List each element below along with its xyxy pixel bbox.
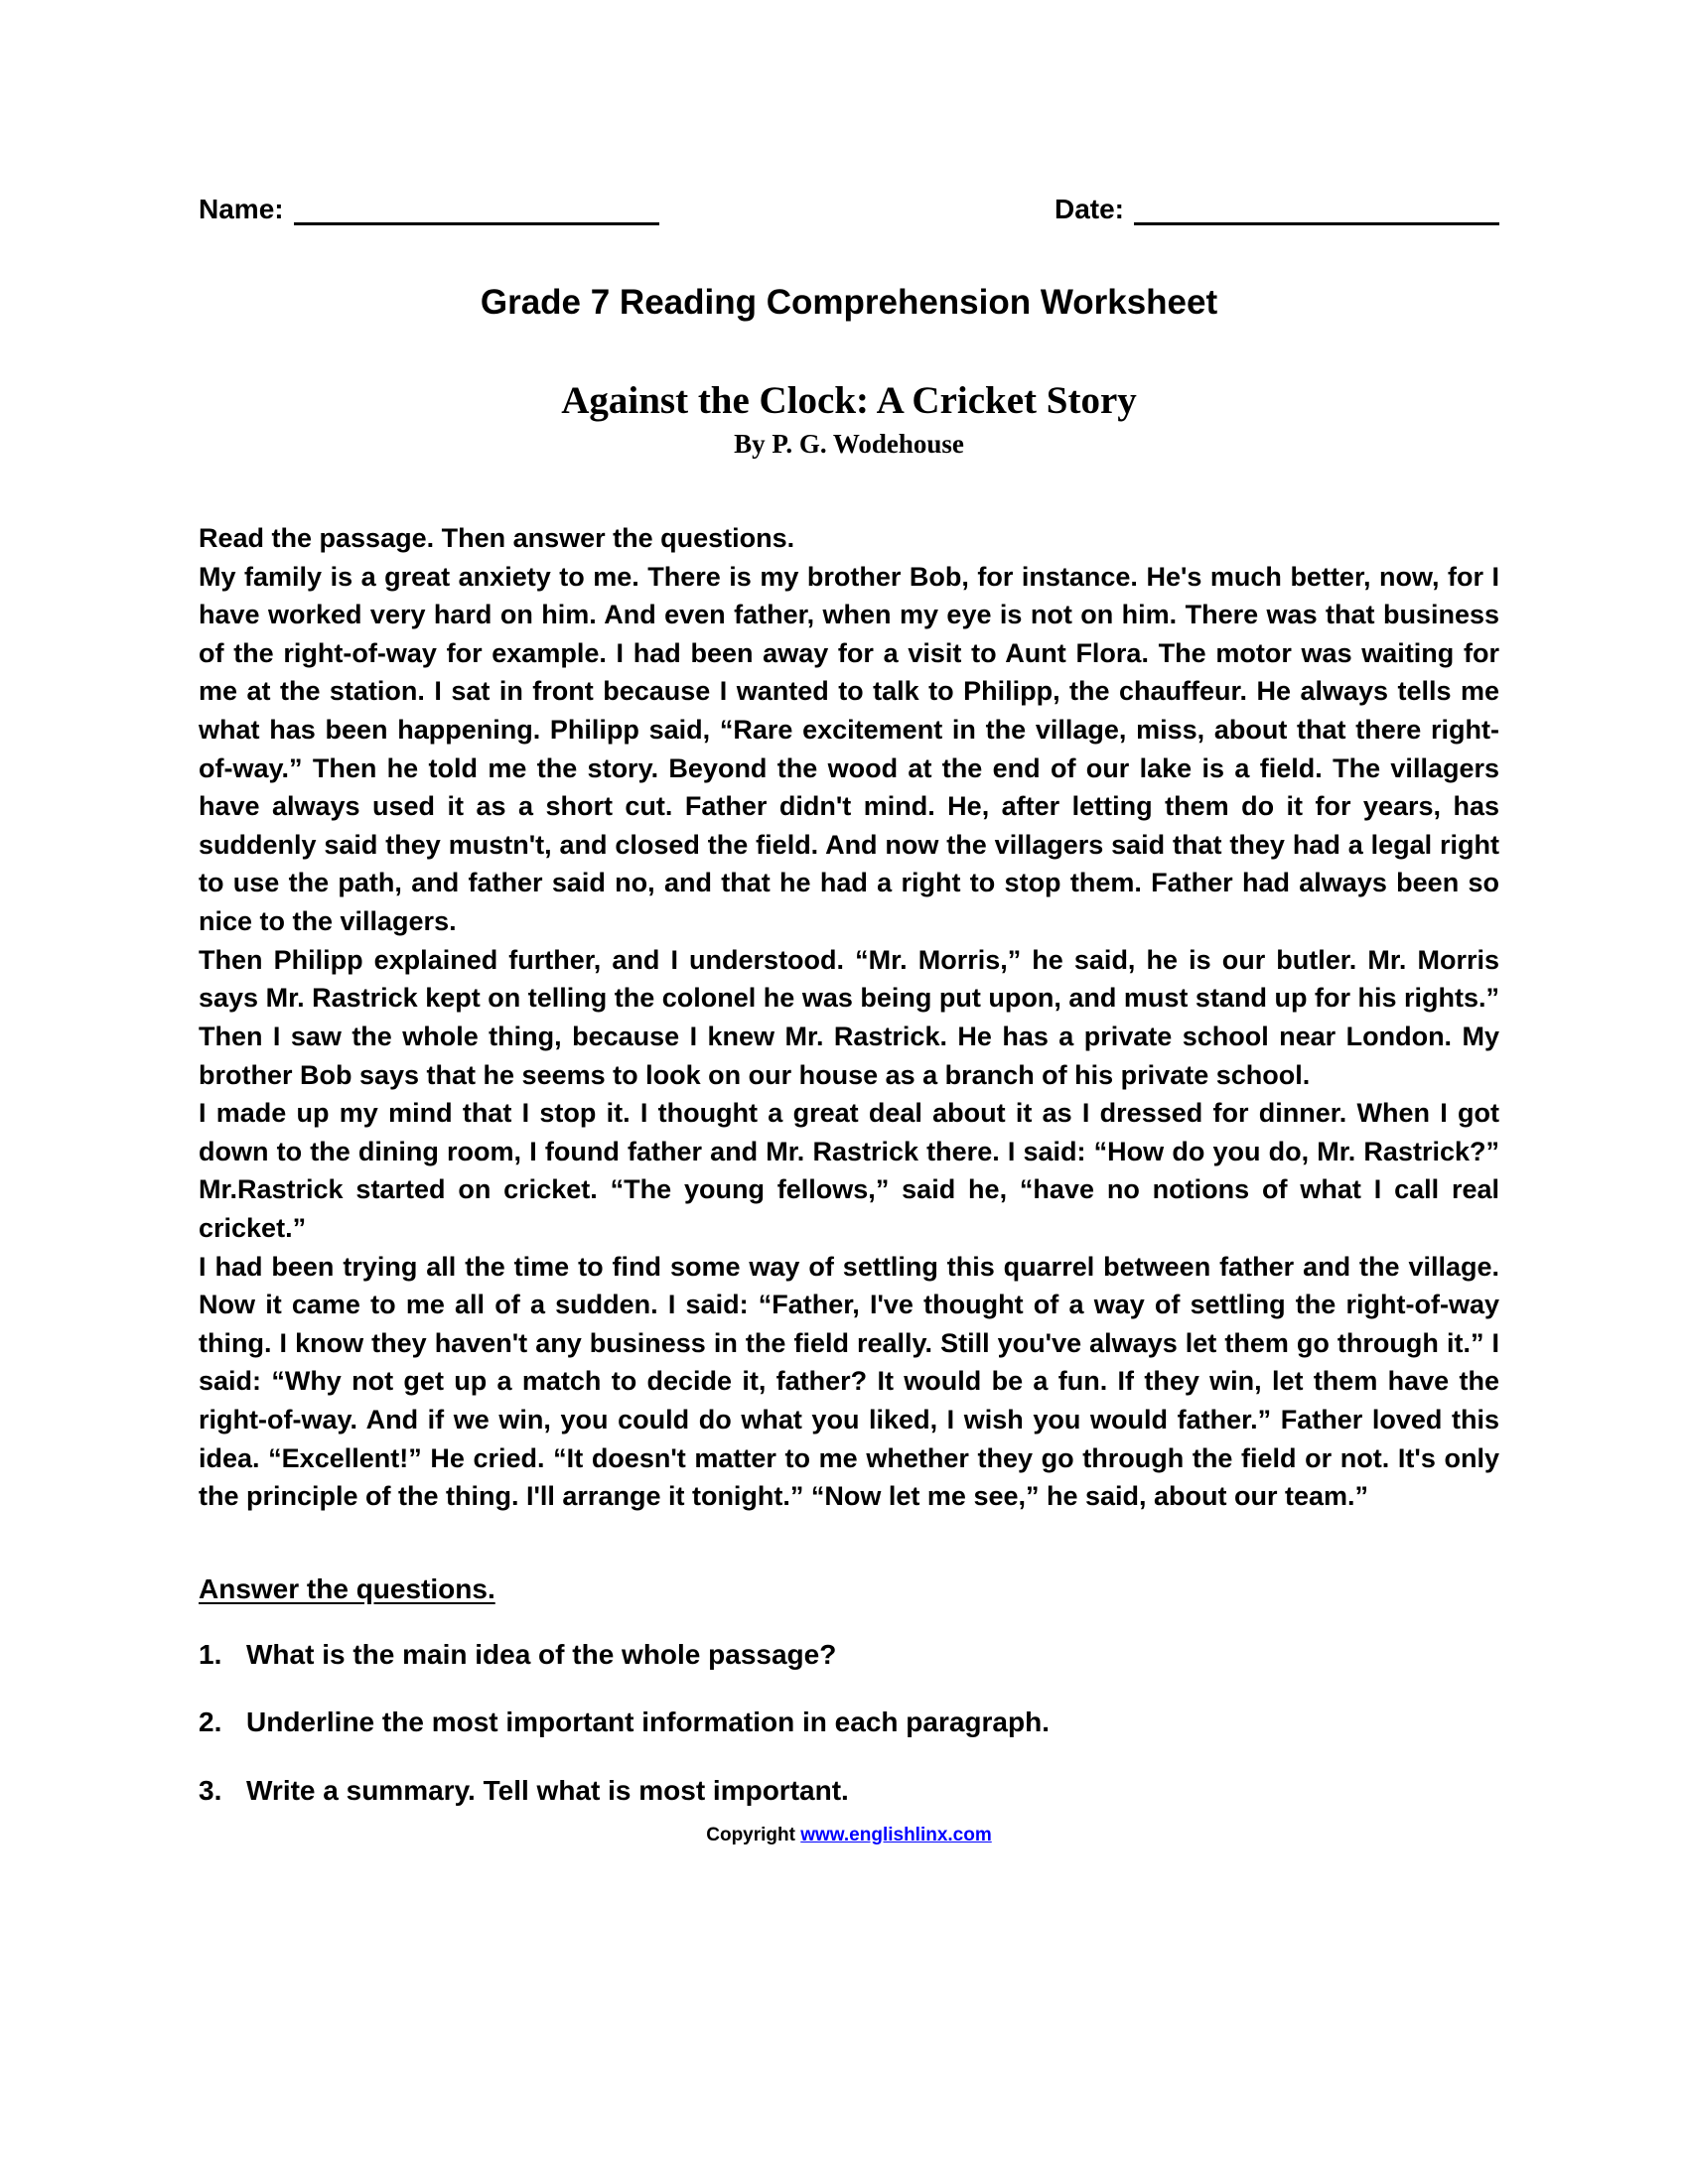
questions-list [199, 1637, 1499, 1809]
passage-paragraph-3: I made up my mind that I stop it. I thought a great deal about it as I dressed for dinner. When I got down to the dining room, I found father and Mr. Rastrick there. I said: “How do you do, Mr. Rastrick?” Mr.Rastrick started on cricket. “The young fellows,” said he, “have no notions of what I call real cricket.” [199, 1098, 1499, 1243]
passage-paragraph-2: Then Philipp explained further, and I understood. “Mr. Morris,” he said, he is our butler. Mr. Morris says Mr. Rastrick kept on telling the colonel he was being put upon, and must stand up for his rights.” Then I saw the whole thing, because I knew Mr. Rastrick. He has a private school near London. My brother Bob says that he seems to look on our house as a branch of his private school. [199, 944, 1499, 1090]
name-blank-line [294, 197, 659, 225]
englishlinx-link[interactable]: www.englishlinx.com [800, 1825, 992, 1846]
question-text: Write a summary. Tell what is most important. [246, 1774, 849, 1806]
questions-heading: Answer the questions. [199, 1572, 495, 1604]
header-row [199, 194, 1499, 225]
copyright-label: Copyright [706, 1825, 801, 1846]
footer [199, 1825, 1499, 1846]
story-author: By P. G. Wodehouse [734, 429, 964, 459]
question-text: Underline the most important information in each paragraph. [246, 1706, 1050, 1738]
date-blank-line [1134, 197, 1499, 225]
question-text: What is the main idea of the whole passage? [246, 1638, 837, 1670]
passage-paragraph-4: I had been trying all the time to find some way of settling this quarrel between father and the village. Now it came to me all of a sudden. I said: “Father, I've thought of a way of settling the right-of-way thing. I know they haven't any business in the field really. Still you've always let them go through it.” I said: “Why not get up a match to decide it, father? It would be a fun. If they win, let them have the right-of-way. And if we win, you could do what you liked, I wish you would father.” Father loved this idea. “Excellent!” He cried. “It doesn't matter to me whether they go through the field or not. It's only the principle of the thing. I'll arrange it tonight.” “Now let me see,” he said, about our team.” [199, 1251, 1499, 1512]
question-item-1 [199, 1637, 1499, 1673]
date-label: Date: [1054, 194, 1124, 224]
passage-paragraph-1: My family is a great anxiety to me. There is my brother Bob, for instance. He's much better, now, for I have worked very hard on him. And even father, when my eye is not on him. There was that business of the right-of-way for example. I had been away for a visit to Aunt Flora. The motor was waiting for me at the station. I sat in front because I wanted to talk to Philipp, the chauffeur. He always tells me what has been happening. Philipp said, “Rare excitement in the village, miss, about that there right-of-way.” Then he told me the story. Beyond the wood at the end of our lake is a field. The villagers have always used it as a short cut. Father didn't mind. He, after letting them do it for years, has suddenly said they mustn't, and closed the field. And now the villagers said that they had a legal right to use the path, and father said no, and that he had a right to stop them. Father had always been so nice to the villagers. [199, 561, 1499, 937]
question-item-3 [199, 1773, 1499, 1809]
question-number: 2. [199, 1706, 222, 1738]
name-field-group [199, 194, 659, 225]
question-item-2 [199, 1705, 1499, 1740]
worksheet-title: Grade 7 Reading Comprehension Worksheet [480, 283, 1218, 322]
question-number: 3. [199, 1774, 222, 1806]
story-title: Against the Clock: A Cricket Story [561, 379, 1137, 422]
question-number: 1. [199, 1638, 222, 1670]
passage-instructions: Read the passage. Then answer the questions. [199, 523, 795, 553]
date-field-group [1055, 194, 1499, 225]
passage [199, 558, 1499, 1516]
name-label: Name: [199, 194, 284, 224]
